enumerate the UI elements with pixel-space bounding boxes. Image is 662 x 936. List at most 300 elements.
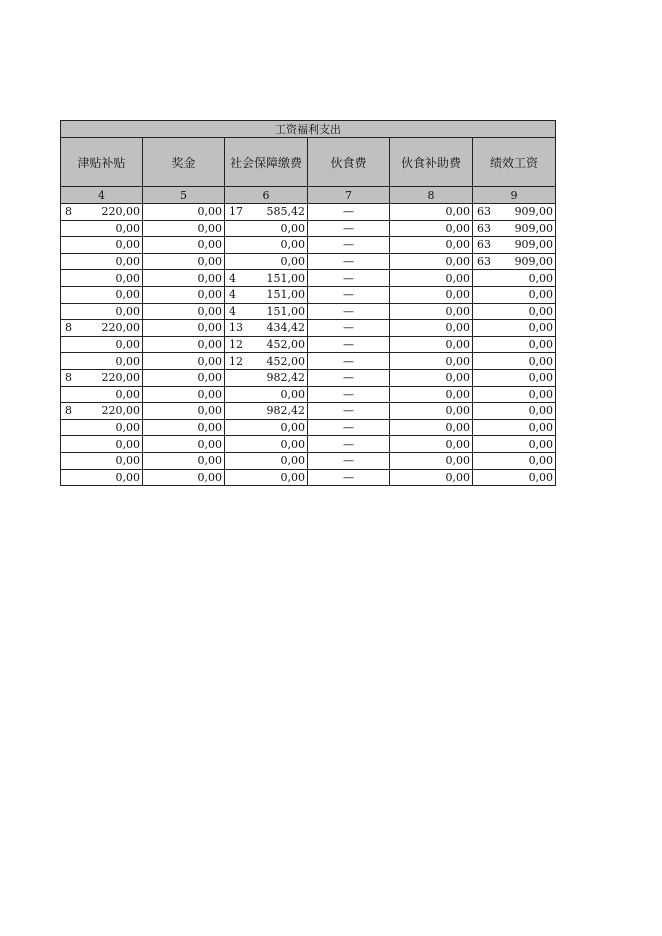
cell-number: [225, 421, 307, 434]
header-cell[interactable]: 伙食费: [308, 138, 390, 187]
cell-number: [143, 288, 224, 301]
cell-number: [473, 222, 555, 235]
cell-value: 0,00: [115, 304, 140, 318]
cell-value: 0,00: [280, 421, 305, 435]
table-cell[interactable]: [61, 469, 143, 486]
table-cell[interactable]: [225, 452, 308, 469]
cell-number: [61, 305, 142, 318]
cell-number: [143, 321, 224, 334]
cell-value: 0,00: [280, 255, 305, 269]
cell-value: 585,42: [266, 205, 305, 219]
cell-value: 0,00: [197, 338, 222, 352]
cell-value: 0,00: [528, 288, 554, 302]
cell-value: 151,00: [266, 304, 305, 318]
table-cell[interactable]: [308, 469, 390, 486]
cell-value: 0,00: [197, 221, 222, 235]
cell-number: [225, 388, 307, 401]
table-row: [61, 469, 556, 486]
cell-value: 0,00: [197, 470, 222, 484]
header-row: [61, 138, 556, 187]
cell-value: 0,00: [528, 454, 554, 468]
table-cell[interactable]: [473, 353, 556, 370]
cell-value: 220,00: [101, 404, 140, 418]
table-cell[interactable]: [473, 386, 556, 403]
table-cell[interactable]: [225, 469, 308, 486]
cell-number: [143, 205, 224, 218]
cell-number: [61, 355, 142, 368]
table-cell[interactable]: [143, 436, 225, 453]
table-cell[interactable]: [61, 419, 143, 436]
table-row: [61, 237, 556, 254]
cell-number: [143, 305, 224, 318]
header-cell[interactable]: 绩效工资: [473, 138, 556, 187]
table-cell[interactable]: [473, 436, 556, 453]
cell-value: 0,00: [445, 354, 470, 368]
cell-value: —: [343, 354, 354, 368]
cell-value: —: [343, 421, 354, 435]
cell-value-thousands: 63: [477, 221, 491, 235]
cell-value: 452,00: [266, 338, 305, 352]
cell-value: 0,00: [280, 470, 305, 484]
table-cell[interactable]: [308, 403, 390, 420]
table-cell[interactable]: [143, 303, 225, 320]
cell-number: [143, 421, 224, 434]
cell-value: 0,00: [197, 437, 222, 451]
table-cell[interactable]: [390, 320, 473, 337]
cell-value-thousands: 12: [229, 354, 243, 368]
cell-value-thousands: 8: [65, 321, 72, 335]
cell-value: 452,00: [266, 354, 305, 368]
table-cell[interactable]: [390, 419, 473, 436]
cell-number: [225, 222, 307, 235]
table-cell[interactable]: [308, 320, 390, 337]
table-cell[interactable]: [225, 419, 308, 436]
cell-value: 0,00: [115, 288, 140, 302]
cell-value: 909,00: [514, 205, 554, 219]
column-number-cell[interactable]: 9: [473, 187, 556, 204]
table-row: [61, 353, 556, 370]
cell-number: [225, 321, 307, 334]
cell-value: —: [343, 470, 354, 484]
column-number-cell[interactable]: 6: [225, 187, 308, 204]
table-cell[interactable]: [390, 303, 473, 320]
column-number-cell[interactable]: 8: [390, 187, 473, 204]
table-cell[interactable]: [225, 204, 308, 221]
cell-value: —: [343, 255, 354, 269]
cell-value: 0,00: [115, 454, 140, 468]
cell-value: 0,00: [280, 437, 305, 451]
cell-value: 0,00: [115, 271, 140, 285]
cell-number: [473, 321, 555, 334]
table-cell[interactable]: [143, 336, 225, 353]
cell-value: 0,00: [197, 371, 222, 385]
table-cell[interactable]: [308, 270, 390, 287]
cell-number: [225, 404, 307, 417]
cell-number: [390, 404, 472, 417]
header-cell[interactable]: 社会保障缴费: [225, 138, 308, 187]
cell-number: [390, 371, 472, 384]
table-cell[interactable]: [390, 436, 473, 453]
cell-value: 0,00: [528, 437, 554, 451]
group-title-cell[interactable]: [61, 121, 556, 138]
table-cell[interactable]: [225, 353, 308, 370]
table-cell[interactable]: [308, 386, 390, 403]
cell-value: 0,00: [528, 321, 554, 335]
cell-number: [61, 255, 142, 268]
cell-value: 0,00: [445, 321, 470, 335]
cell-number: [473, 454, 555, 467]
table-cell[interactable]: [473, 286, 556, 303]
cell-value: 909,00: [514, 255, 554, 269]
cell-number: [143, 222, 224, 235]
cell-number: [143, 404, 224, 417]
table-cell[interactable]: [61, 369, 143, 386]
cell-value: 0,00: [197, 288, 222, 302]
table-cell[interactable]: [473, 403, 556, 420]
table-cell[interactable]: [473, 419, 556, 436]
table-cell[interactable]: [143, 469, 225, 486]
cell-number: [61, 371, 142, 384]
table-row: [61, 204, 556, 221]
cell-number: [225, 305, 307, 318]
cell-value: 0,00: [445, 371, 470, 385]
cell-value: 0,00: [115, 470, 140, 484]
table-cell[interactable]: [473, 469, 556, 486]
cell-value: 0,00: [528, 470, 554, 484]
cell-number: [473, 272, 555, 285]
table-cell[interactable]: [308, 336, 390, 353]
table-cell[interactable]: [61, 436, 143, 453]
table-cell[interactable]: [61, 336, 143, 353]
cell-value-thousands: 12: [229, 338, 243, 352]
table-cell[interactable]: [225, 369, 308, 386]
cell-value: 0,00: [197, 321, 222, 335]
cell-value: 0,00: [528, 387, 554, 401]
cell-value: 982,42: [266, 371, 305, 385]
cell-value: 0,00: [528, 371, 554, 385]
table-cell[interactable]: [308, 237, 390, 254]
header-cell[interactable]: 奖金: [143, 138, 225, 187]
cell-value: 0,00: [115, 338, 140, 352]
cell-number: [473, 238, 555, 251]
table-cell[interactable]: [308, 369, 390, 386]
cell-value: 151,00: [266, 271, 305, 285]
table-cell[interactable]: [225, 270, 308, 287]
table-cell[interactable]: [473, 336, 556, 353]
cell-value: 0,00: [445, 271, 470, 285]
cell-number: [143, 438, 224, 451]
table-cell[interactable]: [390, 369, 473, 386]
cell-number: [473, 421, 555, 434]
table-cell[interactable]: [390, 220, 473, 237]
table-row: [61, 419, 556, 436]
table-cell[interactable]: [61, 237, 143, 254]
header-cell[interactable]: 津贴补贴: [61, 138, 143, 187]
cell-value: —: [343, 404, 354, 418]
table-cell[interactable]: [390, 253, 473, 270]
table-row: [61, 253, 556, 270]
cell-number: [225, 255, 307, 268]
table-row: [61, 286, 556, 303]
cell-value: 0,00: [115, 354, 140, 368]
table-cell[interactable]: [390, 336, 473, 353]
table-cell[interactable]: [143, 270, 225, 287]
cell-value: 0,00: [280, 387, 305, 401]
cell-value: —: [343, 205, 354, 219]
cell-value: 0,00: [528, 338, 554, 352]
cell-number: [143, 388, 224, 401]
table-cell[interactable]: [225, 303, 308, 320]
cell-value-thousands: 8: [65, 205, 72, 219]
table-cell[interactable]: [61, 220, 143, 237]
table-cell[interactable]: [473, 237, 556, 254]
table-cell[interactable]: [61, 253, 143, 270]
cell-value: 0,00: [445, 421, 470, 435]
cell-number: [143, 454, 224, 467]
table-cell[interactable]: [61, 452, 143, 469]
table-body: [61, 204, 556, 486]
cell-number: [390, 471, 472, 484]
cell-number: [390, 454, 472, 467]
cell-number: [225, 272, 307, 285]
table-cell[interactable]: [225, 336, 308, 353]
table-cell[interactable]: [143, 386, 225, 403]
cell-value: 0,00: [197, 354, 222, 368]
table-cell[interactable]: [308, 286, 390, 303]
cell-number: [473, 305, 555, 318]
column-number-cell[interactable]: 7: [308, 187, 390, 204]
table-cell[interactable]: [143, 237, 225, 254]
table-cell[interactable]: [473, 253, 556, 270]
table-cell[interactable]: [473, 320, 556, 337]
cell-number: [225, 471, 307, 484]
table-row: [61, 220, 556, 237]
cell-value: 0,00: [445, 437, 470, 451]
table-cell[interactable]: [390, 270, 473, 287]
table-cell[interactable]: [143, 286, 225, 303]
cell-number: [390, 438, 472, 451]
table-cell[interactable]: [225, 403, 308, 420]
table-cell[interactable]: [225, 436, 308, 453]
cell-value: 220,00: [101, 205, 140, 219]
cell-value: 0,00: [445, 238, 470, 252]
table-row: [61, 452, 556, 469]
cell-number: [225, 238, 307, 251]
table-cell[interactable]: [308, 353, 390, 370]
table-cell[interactable]: [225, 253, 308, 270]
table-cell[interactable]: [308, 303, 390, 320]
cell-number: [61, 238, 142, 251]
cell-number: [143, 255, 224, 268]
cell-value: 0,00: [115, 221, 140, 235]
table-cell[interactable]: [143, 204, 225, 221]
table-cell[interactable]: [225, 320, 308, 337]
table-cell[interactable]: [390, 353, 473, 370]
cell-value: 982,42: [266, 404, 305, 418]
cell-value: 0,00: [445, 387, 470, 401]
cell-number: [143, 238, 224, 251]
cell-value: 0,00: [445, 470, 470, 484]
table-cell[interactable]: [390, 204, 473, 221]
group-title-row: [61, 121, 556, 138]
table-cell[interactable]: [390, 386, 473, 403]
table-cell[interactable]: [473, 452, 556, 469]
cell-value: 151,00: [266, 288, 305, 302]
table-row: [61, 303, 556, 320]
cell-value: —: [343, 387, 354, 401]
column-number-row: [61, 187, 556, 204]
cell-value: 0,00: [197, 454, 222, 468]
cell-value-thousands: 17: [229, 205, 243, 219]
table-cell[interactable]: [225, 220, 308, 237]
cell-number: [473, 471, 555, 484]
cell-number: [61, 338, 142, 351]
table-cell[interactable]: [143, 253, 225, 270]
cell-value: 0,00: [528, 404, 554, 418]
cell-number: [390, 205, 472, 218]
table-row: [61, 436, 556, 453]
header-cell[interactable]: 伙食补助费: [390, 138, 473, 187]
cell-number: [473, 388, 555, 401]
table-cell[interactable]: [61, 353, 143, 370]
cell-value: 0,00: [445, 454, 470, 468]
cell-value: 0,00: [445, 338, 470, 352]
cell-value: 0,00: [197, 271, 222, 285]
table-row: [61, 369, 556, 386]
cell-number: [143, 471, 224, 484]
table-row: [61, 386, 556, 403]
table-cell[interactable]: [143, 320, 225, 337]
table-cell[interactable]: [308, 204, 390, 221]
cell-value: —: [343, 338, 354, 352]
table-row: [61, 320, 556, 337]
table-cell[interactable]: [225, 286, 308, 303]
table-cell[interactable]: [473, 220, 556, 237]
group-title: 工资福利支出: [275, 123, 342, 136]
cell-number: [390, 338, 472, 351]
table-cell[interactable]: [308, 253, 390, 270]
cell-value: 0,00: [528, 421, 554, 435]
cell-value: —: [343, 454, 354, 468]
cell-value: 0,00: [197, 205, 222, 219]
cell-value: 0,00: [115, 421, 140, 435]
cell-number: [61, 454, 142, 467]
table-cell[interactable]: [143, 452, 225, 469]
spreadsheet-table: [60, 120, 556, 486]
table-cell[interactable]: [473, 303, 556, 320]
cell-number: [390, 238, 472, 251]
cell-number: [473, 338, 555, 351]
cell-value: 0,00: [280, 454, 305, 468]
cell-value-thousands: 4: [229, 304, 236, 318]
table-cell[interactable]: [61, 320, 143, 337]
table-cell[interactable]: [225, 237, 308, 254]
table-cell[interactable]: [143, 353, 225, 370]
table-cell[interactable]: [473, 270, 556, 287]
table-cell[interactable]: [143, 403, 225, 420]
cell-number: [225, 355, 307, 368]
cell-number: [390, 388, 472, 401]
table-cell[interactable]: [61, 270, 143, 287]
table-cell[interactable]: [308, 220, 390, 237]
table-cell[interactable]: [390, 469, 473, 486]
table-cell[interactable]: [61, 286, 143, 303]
cell-value: —: [343, 221, 354, 235]
column-number-cell[interactable]: 5: [143, 187, 225, 204]
cell-number: [473, 438, 555, 451]
table-cell[interactable]: [390, 237, 473, 254]
cell-number: [143, 371, 224, 384]
cell-number: [225, 438, 307, 451]
table-cell[interactable]: [473, 204, 556, 221]
cell-value: 220,00: [101, 321, 140, 335]
cell-value: —: [343, 304, 354, 318]
cell-value: 0,00: [280, 238, 305, 252]
cell-value: 0,00: [445, 304, 470, 318]
cell-number: [390, 421, 472, 434]
cell-number: [390, 321, 472, 334]
cell-value: —: [343, 371, 354, 385]
table-cell[interactable]: [473, 369, 556, 386]
cell-value: 909,00: [514, 238, 554, 252]
table-cell[interactable]: [390, 286, 473, 303]
cell-value: 0,00: [115, 387, 140, 401]
cell-value-thousands: 13: [229, 321, 243, 335]
table-cell[interactable]: [225, 386, 308, 403]
table-cell[interactable]: [308, 419, 390, 436]
table-cell[interactable]: [390, 452, 473, 469]
cell-number: [143, 355, 224, 368]
cell-value: 0,00: [445, 205, 470, 219]
table-cell[interactable]: [61, 403, 143, 420]
cell-value-thousands: 4: [229, 271, 236, 285]
table-cell[interactable]: [61, 386, 143, 403]
table-cell[interactable]: [143, 369, 225, 386]
cell-number: [61, 388, 142, 401]
cell-value: 0,00: [280, 221, 305, 235]
cell-number: [61, 471, 142, 484]
table-cell[interactable]: [308, 452, 390, 469]
cell-value: 0,00: [115, 437, 140, 451]
table-cell[interactable]: [143, 220, 225, 237]
cell-value: 0,00: [115, 238, 140, 252]
table-row: [61, 336, 556, 353]
cell-number: [61, 438, 142, 451]
cell-number: [390, 222, 472, 235]
table-cell[interactable]: [61, 303, 143, 320]
cell-number: [225, 338, 307, 351]
cell-number: [390, 355, 472, 368]
cell-number: [473, 355, 555, 368]
cell-number: [61, 321, 142, 334]
cell-value: —: [343, 437, 354, 451]
cell-number: [225, 371, 307, 384]
cell-number: [390, 288, 472, 301]
cell-value: —: [343, 271, 354, 285]
column-number-cell[interactable]: 4: [61, 187, 143, 204]
cell-number: [473, 404, 555, 417]
table-cell[interactable]: [61, 204, 143, 221]
cell-number: [143, 272, 224, 285]
table-cell[interactable]: [308, 436, 390, 453]
cell-number: [61, 404, 142, 417]
cell-value-thousands: 63: [477, 255, 491, 269]
table-cell[interactable]: [390, 403, 473, 420]
cell-value: —: [343, 288, 354, 302]
cell-number: [61, 272, 142, 285]
table-cell[interactable]: [143, 419, 225, 436]
cell-value: 0,00: [197, 238, 222, 252]
